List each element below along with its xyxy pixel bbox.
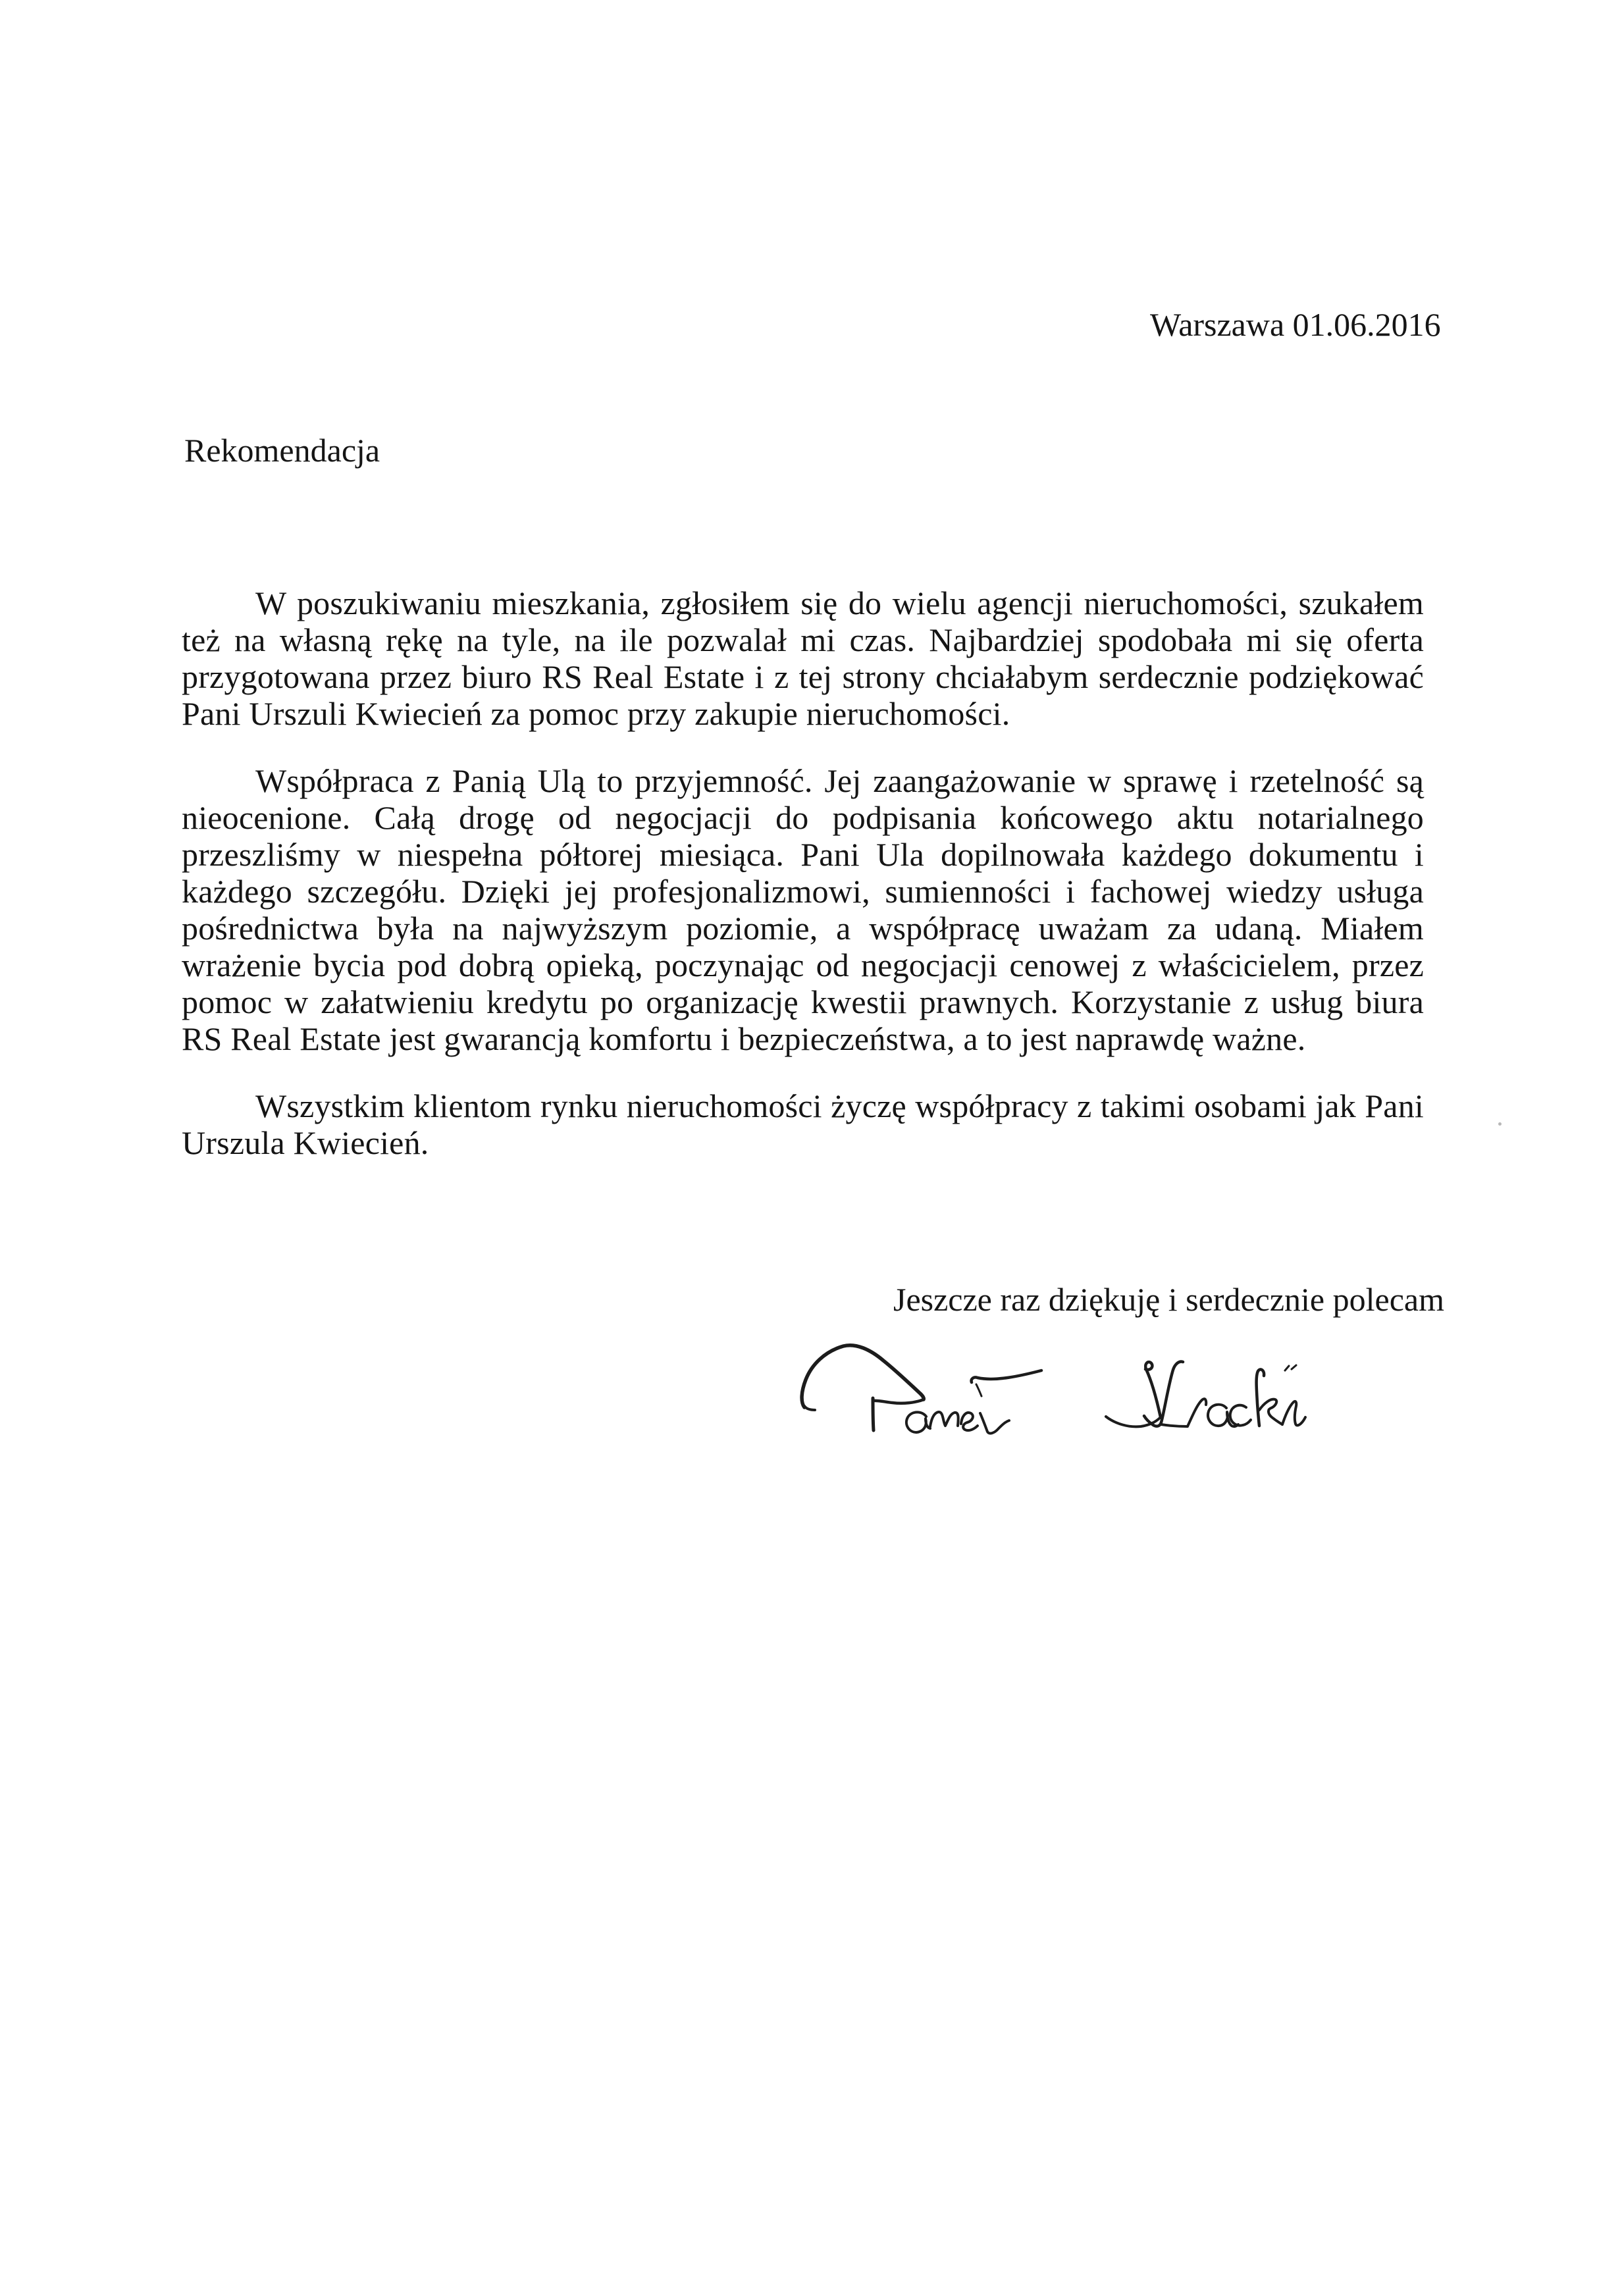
closing-line: Jeszcze raz dziękuję i serdecznie polecam (893, 1281, 1444, 1318)
paragraph-main: Współpraca z Panią Ulą to przyjemność. Jej zaangażowanie w sprawę i rzetelność są nieocenione. Całą drogę od negocjacji do podpisania końcowego aktu notarialnego przeszliśmy w niespełna półtorej miesiąca. Pani Ula dopilnowała każdego dokumentu i każdego szczegółu. Dzięki jej profesjonalizmowi, sumienności i fachowej wiedzy usługa pośrednictwa była na najwyższym poziomie, a współpracę uważam za udaną. Miałem wrażenie bycia pod dobrą opieką, poczynając od negocjacji cenowej z właścicielem, przez pomoc w załatwieniu kredytu po organizację kwestii prawnych. Korzystanie z usług biura RS Real Estate jest gwarancją komfortu i bezpieczeństwa, a to jest naprawdę ważne. (182, 762, 1424, 1057)
scan-artifact-speck (1498, 1122, 1502, 1126)
date-line: Warszawa 01.06.2016 (1150, 306, 1441, 343)
paragraph-intro: W poszukiwaniu mieszkania, zgłosiłem się do wielu agencji nieruchomości, szukałem też na własną rękę na tyle, na ile pozwalał mi czas. Najbardziej spodobała mi się oferta przygotowana przez biuro RS Real Estate i z tej strony chciałabym serdecznie podziękować Pani Urszuli Kwiecień za pomoc przy zakupie nieruchomości. (182, 585, 1424, 732)
paragraph-recommendation: Wszystkim klientom rynku nieruchomości życzę współpracy z takimi osobami jak Pani Urszula Kwiecień. (182, 1087, 1424, 1161)
handwritten-signature (777, 1330, 1435, 1488)
letter-title: Rekomendacja (184, 432, 380, 469)
letter-body (182, 585, 1424, 1191)
